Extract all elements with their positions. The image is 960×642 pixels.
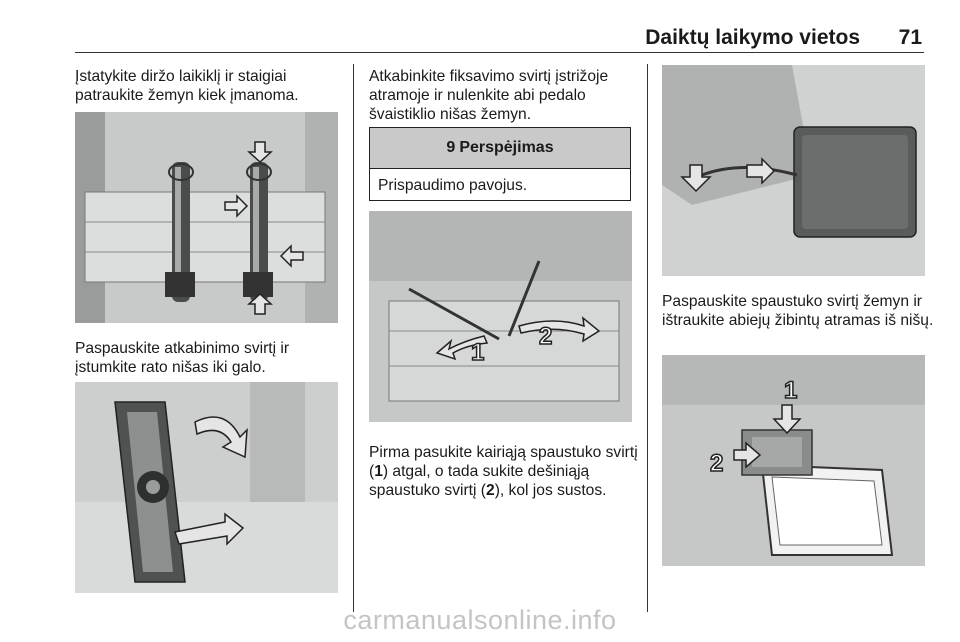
page-number: 71 (898, 26, 922, 49)
figure-clamp-levers (369, 211, 632, 422)
warning-header (370, 128, 630, 169)
col2-paragraph-2-part-c: ), kol jos sustos. (494, 482, 607, 499)
figure-label-1: 1 (471, 339, 485, 366)
warning-text: Prispaudimo pavojus. (378, 177, 528, 194)
col2-paragraph-1: Atkabinkite fiksavimo svirtį įstrižoje atramoje ir nulenkite abi pedalo švaistiklio nišas žemyn. (369, 68, 609, 123)
warning-icon: 9 (446, 139, 456, 156)
col2-paragraph-2 (369, 443, 641, 500)
figure-label-1: 1 (784, 377, 798, 404)
figure-release-lever (75, 382, 338, 593)
col2-paragraph-2-number-1: 1 (374, 463, 383, 480)
figure-label-2: 2 (539, 323, 553, 350)
col1-paragraph-1: Įstatykite diržo laikiklį ir staigiai patraukite žemyn kiek įmanoma. (75, 68, 299, 104)
figure-label-2: 2 (710, 450, 724, 477)
column-divider-1 (353, 64, 354, 612)
col2-paragraph-2-part-a: Pirma pasukite kairiąją spaustuko svirtį ( (369, 444, 638, 480)
header-rule (75, 52, 924, 53)
col2-paragraph-2-number-2: 2 (486, 482, 495, 499)
col2-paragraph-2-part-b: ) atgal, o tada sukite dešiniąją spaustuko svirtį ( (369, 463, 590, 499)
figure-lamp-clamp (662, 355, 925, 566)
figure-lamp-unit (662, 65, 925, 276)
page-header-title: Daiktų laikymo vietos (645, 26, 860, 49)
col1-paragraph-2: Paspauskite atkabinimo svirtį ir įstumkite rato nišas iki galo. (75, 340, 290, 376)
watermark: carmanualsonline.info (343, 605, 617, 635)
warning-title: Perspėjimas (459, 139, 554, 156)
figure-belt-holder (75, 112, 338, 323)
warning-box (369, 127, 631, 201)
column-divider-2 (647, 64, 648, 612)
col3-paragraph-1: Paspauskite spaustuko svirtį žemyn ir ištraukite abiejų žibintų atramas iš nišų. (662, 293, 934, 329)
